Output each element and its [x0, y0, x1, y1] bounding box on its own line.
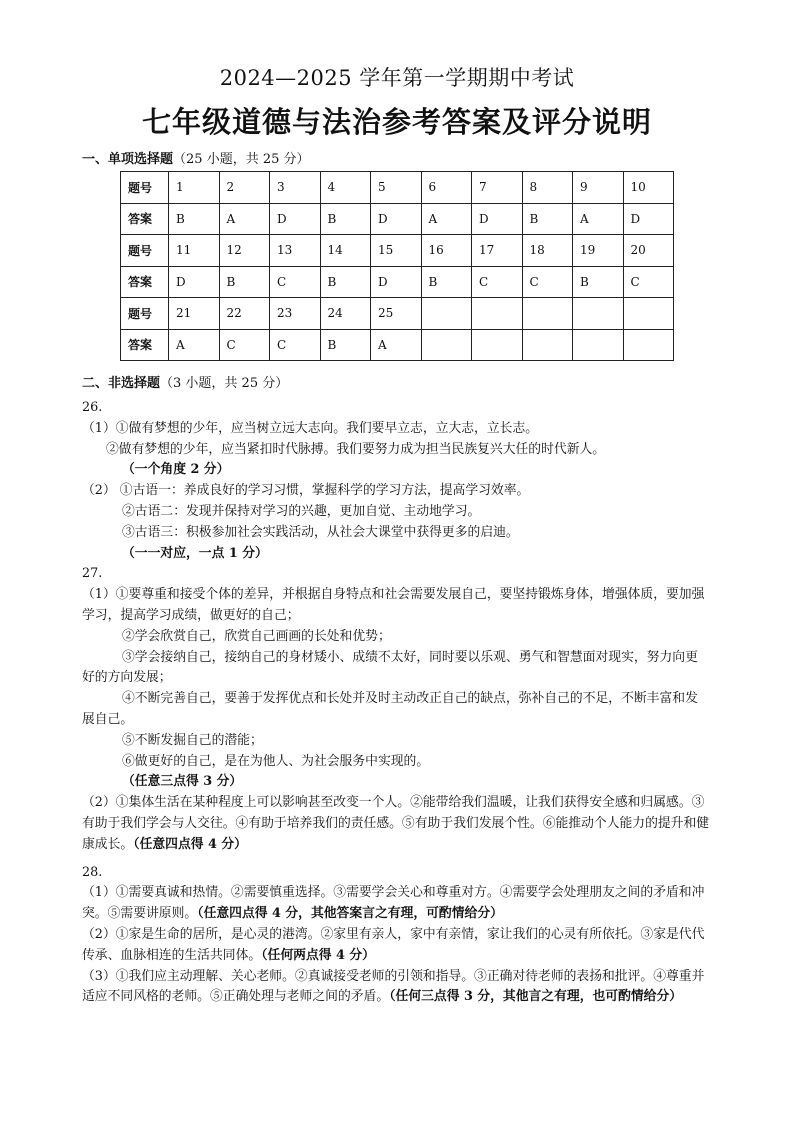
q26-part2-point3: ③古语三：积极参加社会实践活动，从社会大课堂中获得更多的启迪。: [122, 524, 519, 540]
table-cell: C: [623, 266, 674, 298]
q27-part1-point4: ④不断完善自己，要善于发挥优点和长处并及时主动改正自己的缺点，弥补自己的不足，不断丰富和发展自己。: [82, 691, 698, 727]
table-cell: B: [522, 203, 573, 235]
table-row-header: 答案: [121, 266, 169, 298]
table-cell: D: [371, 266, 422, 298]
table-cell: 4: [320, 172, 371, 204]
table-cell: [421, 329, 472, 361]
table-cell: 20: [623, 235, 674, 267]
table-cell: D: [472, 203, 523, 235]
q27-part1-point3: ③学会接纳自己，接纳自己的身材矮小、成绩不太好，同时要以乐观、勇气和智慧面对现实，努力向更好的方向发展；: [82, 649, 698, 686]
q27-part1-point1: （1）①要尊重和接受个体的差异，并根据自身特点和社会需要发展自己，要坚持锻炼身体，增强体质，要加强学习，提高学习成绩，做更好的自己；: [82, 587, 705, 623]
table-row: [121, 298, 674, 330]
table-cell: A: [371, 329, 422, 361]
table-cell: A: [169, 329, 220, 361]
table-cell: 6: [421, 172, 472, 204]
section2-heading: [82, 372, 288, 391]
table-cell: B: [169, 203, 220, 235]
table-cell: 3: [270, 172, 321, 204]
table-cell: D: [169, 266, 220, 298]
table-cell: [573, 298, 624, 330]
table-cell: 25: [371, 298, 422, 330]
table-cell: 12: [219, 235, 270, 267]
table-cell: D: [623, 203, 674, 235]
table-cell: C: [472, 266, 523, 298]
table-cell: 24: [320, 298, 371, 330]
table-cell: 10: [623, 172, 674, 204]
table-cell: A: [573, 203, 624, 235]
table-cell: 14: [320, 235, 371, 267]
table-cell: 11: [169, 235, 220, 267]
table-cell: [623, 329, 674, 361]
table-cell: B: [421, 266, 472, 298]
q27-part2-score: （任意四点得 4 分）: [133, 836, 247, 852]
table-cell: C: [219, 329, 270, 361]
table-cell: B: [219, 266, 270, 298]
q26-number: 26.: [82, 400, 103, 415]
table-cell: 19: [573, 235, 624, 267]
q28-part1-score: （任意四点得 4 分，其他答案言之有理，可酌情给分）: [197, 906, 503, 922]
table-row: [121, 329, 674, 361]
table-cell: A: [421, 203, 472, 235]
q26-part1-score: （一个角度 2 分）: [122, 462, 230, 478]
table-cell: 13: [270, 235, 321, 267]
q28-part1-text: （1）①需要真诚和热情。②需要慎重选择。③需要学会关心和尊重对方。④需要学会处理朋友之间的矛盾和冲突。⑤需要讲原则。: [82, 885, 705, 922]
answer-table: [120, 171, 674, 361]
table-cell: 23: [270, 298, 321, 330]
table-row: [121, 235, 674, 267]
table-cell: B: [320, 266, 371, 298]
table-cell: [472, 329, 523, 361]
q27-part1-point6: ⑥做更好的自己，是在为他人、为社会服务中实现的。: [122, 753, 430, 769]
document-title: 七年级道德与法治参考答案及评分说明: [141, 105, 652, 139]
table-cell: C: [270, 329, 321, 361]
table-row-header: 题号: [121, 235, 169, 267]
table-cell: 5: [371, 172, 422, 204]
table-cell: 17: [472, 235, 523, 267]
table-cell: D: [371, 203, 422, 235]
q28-part2-text: （2）①家是生命的居所，是心灵的港湾。②家里有亲人，家中有亲情，家让我们的心灵有所依托。③家是代代传承、血脉相连的生活共同体。: [82, 926, 705, 963]
table-cell: 1: [169, 172, 220, 204]
table-cell: [522, 329, 573, 361]
q28-part2: [82, 925, 710, 967]
table-cell: [421, 298, 472, 330]
section1-note: （25 小题，共 25 分）: [173, 152, 310, 167]
section1-heading: [82, 148, 310, 167]
table-cell: [522, 298, 573, 330]
section1-label: 一、单项选择题: [82, 152, 174, 167]
table-cell: 9: [573, 172, 624, 204]
table-cell: B: [320, 329, 371, 361]
q28-part1: [82, 883, 710, 925]
table-cell: 7: [472, 172, 523, 204]
exam-title: 2024—2025 学年第一学期期中考试: [219, 66, 575, 90]
answer-body: [82, 398, 710, 1008]
table-row-header: 答案: [121, 329, 169, 361]
q26-part2-point2: ②古语二：发现并保持对学习的兴趣，更加自觉、主动地学习。: [122, 503, 481, 519]
table-cell: [573, 329, 624, 361]
table-cell: C: [270, 266, 321, 298]
table-cell: D: [270, 203, 321, 235]
q27-part2: [82, 793, 710, 855]
q28-part2-score: （任何两点得 4 分）: [261, 947, 375, 963]
q26-part2-score: （一一对应，一点 1 分）: [122, 545, 268, 561]
q28-part3-score: （任何三点得 3 分，其他言之有理，也可酌情给分）: [389, 989, 683, 1005]
q26-part1-point2: ②做有梦想的少年，应当紧扣时代脉搏。我们要努力成为担当民族复兴大任的时代新人。: [106, 441, 606, 457]
table-cell: [472, 298, 523, 330]
q27-part2-text: （2）①集体生活在某种程度上可以影响甚至改变一个人。②能带给我们温暖，让我们获得安全感和归属感。③有助于我们学会与人交往。④有助于培养我们的责任感。⑤有助于我们发展个性。⑥能推动个人能力的提升和健康成长。: [82, 795, 710, 852]
q27-part1-score: （任意三点得 3 分）: [122, 774, 243, 790]
table-cell: [623, 298, 674, 330]
q27-number: 27.: [82, 566, 103, 582]
q28-part3-text: （3）①我们应主动理解、关心老师。②真诚接受老师的引领和指导。③正确对待老师的表扬和批评。④尊重并适应不同风格的老师。⑤正确处理与老师之间的矛盾。: [82, 968, 705, 1005]
table-cell: B: [320, 203, 371, 235]
q28-part3: [82, 967, 710, 1009]
table-cell: A: [219, 203, 270, 235]
q26-part2-point1: （2） ①古语一：养成良好的学习习惯，掌握科学的学习方法，提高学习效率。: [82, 483, 530, 499]
table-row: [121, 266, 674, 298]
table-row: [121, 172, 674, 204]
q28-number: 28.: [82, 864, 103, 880]
table-row: [121, 203, 674, 235]
q27-part1-point5: ⑤不断发掘自己的潜能；: [122, 732, 263, 748]
table-cell: 2: [219, 172, 270, 204]
section2-note: （3 小题，共 25 分）: [160, 376, 289, 391]
q26-part1-point1: （1）①做有梦想的少年，应当树立远大志向。我们要早立志，立大志，立长志。: [82, 420, 539, 436]
table-row-header: 答案: [121, 203, 169, 235]
table-cell: B: [573, 266, 624, 298]
q27-part1-point2: ②学会欣赏自己，欣赏自己画画的长处和优势；: [122, 628, 391, 644]
table-cell: 16: [421, 235, 472, 267]
section2-label: 二、非选择题: [82, 376, 161, 391]
table-row-header: 题号: [121, 172, 169, 204]
table-cell: C: [522, 266, 573, 298]
table-cell: 8: [522, 172, 573, 204]
table-row-header: 题号: [121, 298, 169, 330]
table-cell: 21: [169, 298, 220, 330]
table-cell: 22: [219, 298, 270, 330]
table-cell: 15: [371, 235, 422, 267]
table-cell: 18: [522, 235, 573, 267]
